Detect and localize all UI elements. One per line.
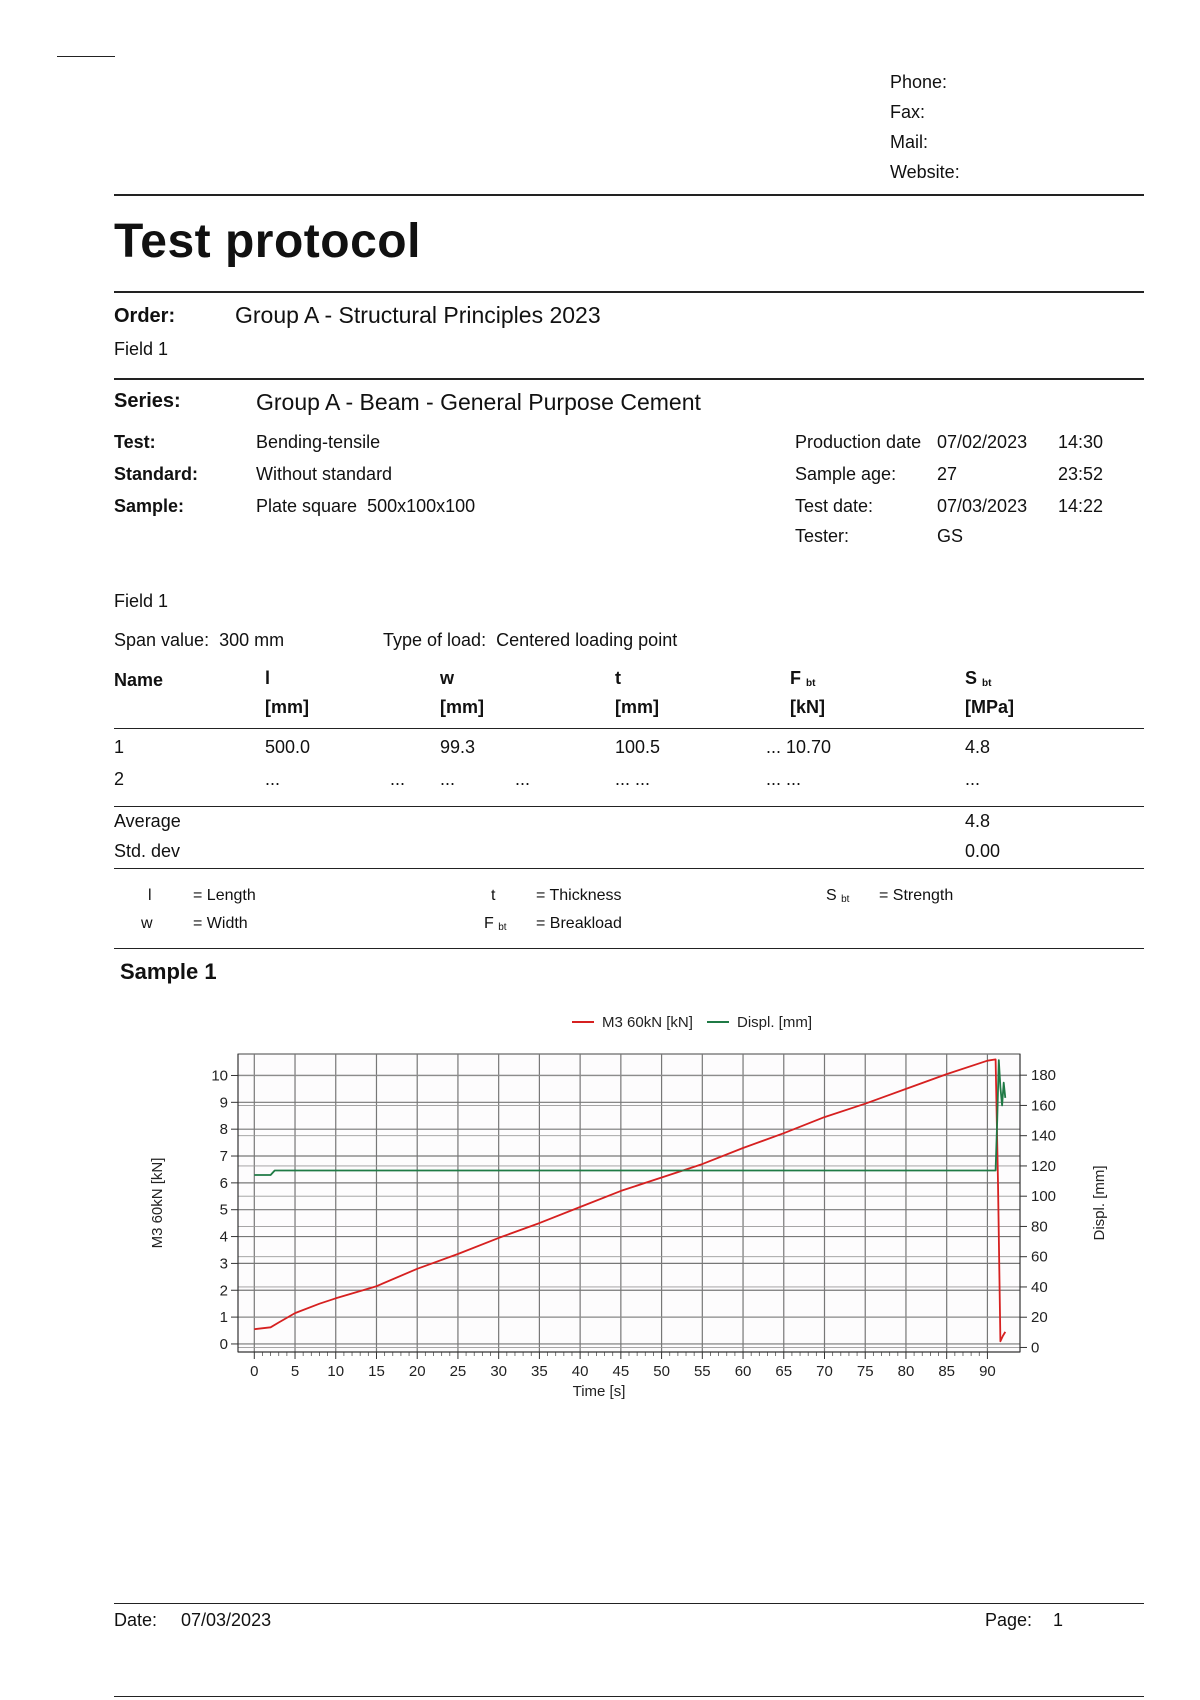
sample-value: Plate square 500x100x100 xyxy=(256,496,476,516)
footer-date-value: 07/03/2023 xyxy=(181,1610,272,1630)
x-tick-label-30: 30 xyxy=(490,1363,508,1380)
x-axis-title: Time [s] xyxy=(572,1383,626,1400)
y2-tick-label-120: 120 xyxy=(1031,1157,1057,1175)
page-title: Test protocol xyxy=(114,215,421,268)
series-value: Group A - Beam - General Purpose Cement xyxy=(256,389,701,415)
col-header-s-unit: [MPa] xyxy=(965,697,1014,717)
y-tick-label-8: 8 xyxy=(219,1121,228,1139)
order-field: Field 1 xyxy=(114,339,169,359)
legend-l-desc: = Length xyxy=(193,887,256,904)
order-value: Group A - Structural Principles 2023 xyxy=(235,302,601,328)
field-name: Field 1 xyxy=(114,591,169,611)
x-tick-label-10: 10 xyxy=(327,1363,345,1380)
y2-tick-label-80: 80 xyxy=(1031,1218,1048,1236)
x-tick-label-40: 40 xyxy=(571,1363,589,1380)
divider-bottom xyxy=(114,1696,1144,1697)
x-tick-label-55: 55 xyxy=(693,1363,711,1380)
legend-w-symbol: w xyxy=(141,915,153,932)
test-date: 07/03/2023 xyxy=(937,496,1028,516)
age-label: Sample age: xyxy=(795,464,897,484)
legend-s-desc: = Strength xyxy=(879,887,954,904)
y-tick-label-10: 10 xyxy=(211,1067,228,1085)
x-tick-label-35: 35 xyxy=(531,1363,548,1380)
table-row-2-name: 2 xyxy=(114,769,125,789)
y2-axis-title: Displ. [mm] xyxy=(1091,1165,1108,1241)
legend-t-symbol: t xyxy=(491,887,496,904)
x-tick-label-45: 45 xyxy=(612,1363,630,1380)
table-row-1-f: ... 10.70 xyxy=(766,737,832,757)
y-tick-label-7: 7 xyxy=(219,1148,228,1166)
test-value: Bending-tensile xyxy=(256,432,381,452)
legend-label-0: M3 60kN [kN] xyxy=(602,1014,693,1031)
col-header-f: F $_{bt}$ xyxy=(790,668,816,689)
series-label: Series: xyxy=(114,390,181,412)
col-header-name: Name xyxy=(114,670,164,690)
contact-mail: Mail: xyxy=(890,132,929,152)
y2-tick-label-60: 60 xyxy=(1031,1248,1048,1266)
testdate-label: Test date: xyxy=(795,496,874,516)
y2-tick-label-20: 20 xyxy=(1031,1309,1048,1327)
tester-label: Tester: xyxy=(795,526,850,546)
y-axis-title: M3 60kN [kN] xyxy=(149,1157,166,1249)
col-header-l: l xyxy=(265,668,271,688)
plot-frame xyxy=(238,1054,1020,1352)
y2-tick-label-40: 40 xyxy=(1031,1278,1048,1296)
table-row-2-extra-1: ... xyxy=(390,769,406,789)
col-header-t: t xyxy=(615,668,621,688)
age-time: 23:52 xyxy=(1058,464,1104,484)
legend-w-desc: = Width xyxy=(193,915,248,932)
average-label: Average xyxy=(114,811,181,831)
y-tick-label-3: 3 xyxy=(219,1255,228,1273)
footer-date-label: Date: xyxy=(114,1610,158,1630)
y-tick-label-4: 4 xyxy=(219,1228,228,1246)
load-type: Type of load: Centered loading point xyxy=(383,630,678,650)
age-days: 27 xyxy=(937,464,958,484)
x-tick-label-5: 5 xyxy=(290,1363,300,1380)
y-tick-label-1: 1 xyxy=(219,1309,228,1327)
y2-tick-label-0: 0 xyxy=(1031,1339,1040,1357)
table-row-2-w: ... xyxy=(440,769,456,789)
footer-page-value: 1 xyxy=(1053,1610,1064,1630)
x-tick-label-20: 20 xyxy=(408,1363,426,1380)
x-tick-label-90: 90 xyxy=(979,1363,996,1380)
divider-footer xyxy=(114,1603,1144,1604)
x-tick-label-25: 25 xyxy=(449,1363,467,1380)
table-row-1-l: 500.0 xyxy=(265,737,311,757)
legend-s-symbol: S $_{bt}$ xyxy=(826,887,850,905)
y-tick-label-2: 2 xyxy=(219,1282,228,1300)
x-tick-label-80: 80 xyxy=(897,1363,915,1380)
y-tick-label-0: 0 xyxy=(219,1335,228,1353)
legend-l-symbol: l xyxy=(148,887,152,904)
chart-legend xyxy=(572,1014,812,1031)
table-row-2-f: ... ... xyxy=(766,769,802,789)
y-tick-label-5: 5 xyxy=(219,1201,228,1219)
average-value: 4.8 xyxy=(965,811,991,831)
legend-f-symbol: F $_{bt}$ xyxy=(484,915,507,933)
col-header-l-unit: [mm] xyxy=(265,697,309,717)
y-tick-label-9: 9 xyxy=(219,1094,228,1112)
col-header-t-unit: [mm] xyxy=(615,697,659,717)
legend-label-1: Displ. [mm] xyxy=(737,1014,812,1031)
x-tick-label-65: 65 xyxy=(775,1363,793,1380)
table-row-1-s: 4.8 xyxy=(965,737,991,757)
production-time: 14:30 xyxy=(1058,432,1104,452)
col-header-s: S $_{bt}$ xyxy=(965,668,992,689)
x-tick-label-0: 0 xyxy=(250,1363,259,1380)
test-time: 14:22 xyxy=(1058,496,1104,516)
y2-tick-label-100: 100 xyxy=(1031,1188,1057,1206)
x-tick-label-70: 70 xyxy=(816,1363,833,1380)
stddev-label: Std. dev xyxy=(114,841,181,861)
col-header-w: w xyxy=(440,668,455,688)
footer-page-label: Page: xyxy=(985,1610,1033,1630)
x-tick-label-85: 85 xyxy=(938,1363,956,1380)
x-tick-label-75: 75 xyxy=(856,1363,874,1380)
table-row-1-t: 100.5 xyxy=(615,737,661,757)
x-tick-label-15: 15 xyxy=(368,1363,385,1380)
legend-f-desc: = Breakload xyxy=(536,915,622,932)
x-tick-label-60: 60 xyxy=(734,1363,752,1380)
order-label: Order: xyxy=(114,305,176,327)
y2-tick-label-160: 160 xyxy=(1031,1097,1057,1115)
table-row-2-t: ... ... xyxy=(615,769,651,789)
table-row-2-s: ... xyxy=(965,769,981,789)
standard-label: Standard: xyxy=(114,464,199,484)
x-tick-label-50: 50 xyxy=(653,1363,670,1380)
y2-tick-label-140: 140 xyxy=(1031,1127,1057,1145)
y-tick-label-6: 6 xyxy=(219,1174,228,1192)
chart-grid xyxy=(238,1054,1020,1352)
table-row-1-w: 99.3 xyxy=(440,737,476,757)
sample-label: Sample: xyxy=(114,496,185,516)
col-header-w-unit: [mm] xyxy=(440,697,484,717)
table-row-2-l: ... xyxy=(265,769,281,789)
col-header-f-unit: [kN] xyxy=(790,697,825,717)
legend-t-desc: = Thickness xyxy=(536,887,622,904)
production-date: 07/02/2023 xyxy=(937,432,1028,452)
span-value: Span value: 300 mm xyxy=(114,630,285,650)
stddev-value: 0.00 xyxy=(965,841,1001,861)
standard-value: Without standard xyxy=(256,464,393,484)
contact-phone: Phone: xyxy=(890,72,948,92)
test-label: Test: xyxy=(114,432,156,452)
table-row-1-name: 1 xyxy=(114,737,125,757)
contact-website: Website: xyxy=(890,162,960,182)
production-label: Production date xyxy=(795,432,922,452)
sample-heading: Sample 1 xyxy=(120,959,217,984)
y2-tick-label-180: 180 xyxy=(1031,1067,1057,1085)
contact-fax: Fax: xyxy=(890,102,926,122)
table-row-2-extra-2: ... xyxy=(515,769,531,789)
tester-value: GS xyxy=(937,526,964,546)
